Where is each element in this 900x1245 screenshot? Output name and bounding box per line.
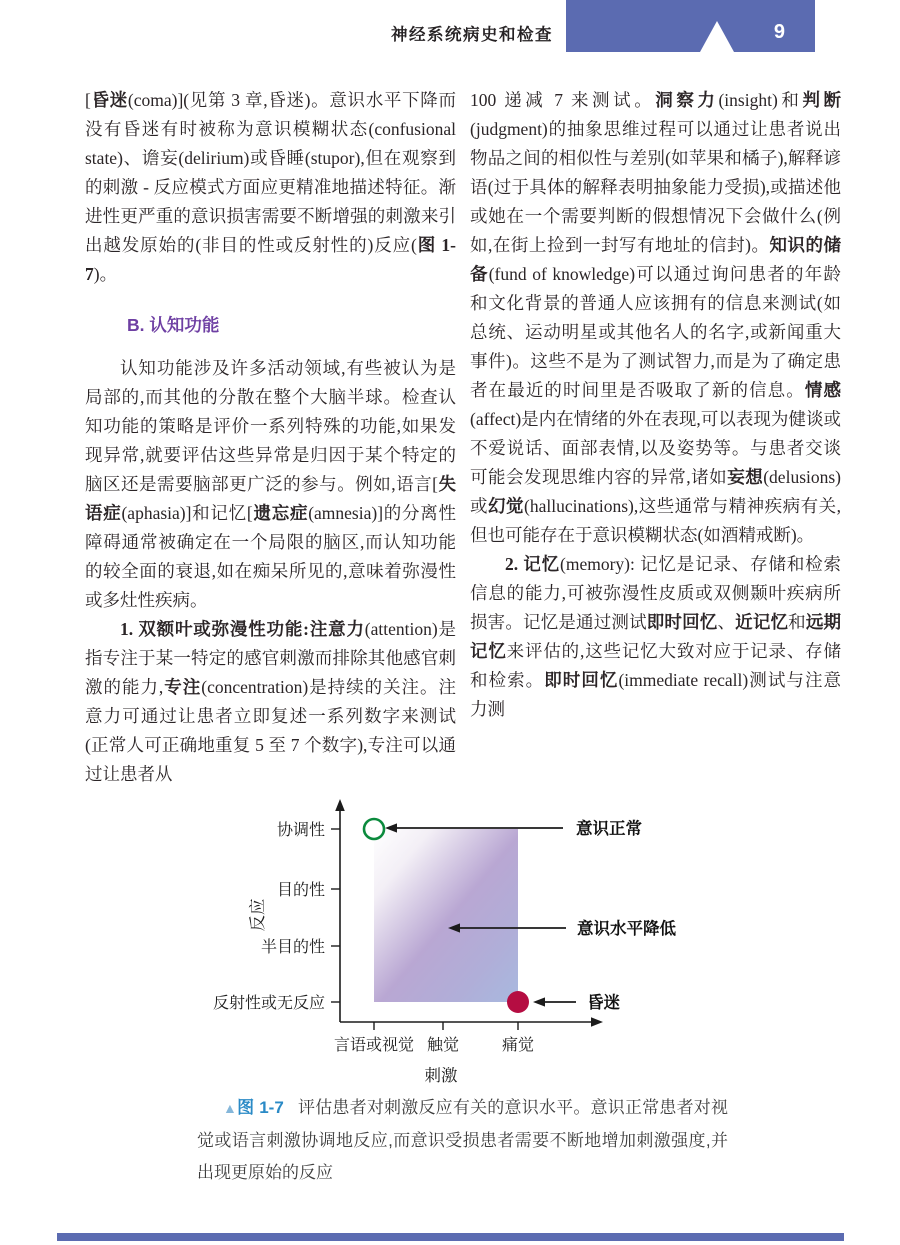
x-axis-arrow-icon (591, 1017, 603, 1027)
annotation-label-coma: 昏迷 (587, 994, 620, 1012)
body-text: (attention)是指专注于某一特定的感官刺激而排除其他感官刺激的能力, (85, 619, 457, 697)
coma-marker (507, 991, 529, 1013)
bold-term: 幻觉 (488, 496, 524, 516)
y-tick-label: 协调性 (276, 822, 325, 839)
normal-consciousness-marker (364, 819, 384, 839)
bold-term: 洞察力 (655, 90, 719, 110)
bold-term: 遗忘症 (252, 503, 309, 523)
bold-term: 失语症 (85, 474, 456, 523)
x-tick-label: 言语或视觉 (333, 1037, 415, 1054)
body-text: )。 (93, 264, 118, 284)
body-text: (judgment)的抽象思维过程可以通过让患者说出物品之间的相似性与差别(如苹果和橘子),解释谚语(过于具体的解释表明抽象能力受损),或描述他或她在一个需要判断的假想情况下会做什么(例如,在街上捡到一封写有地址的信封)。 (470, 119, 841, 255)
body-text: 、 (717, 612, 736, 632)
y-tick-label: 目的性 (276, 882, 325, 899)
caption-triangle-icon: ▲ (223, 1100, 238, 1116)
figure-1-7 (180, 792, 780, 1095)
column-left (85, 86, 456, 789)
annotation-arrow-icon (533, 997, 545, 1006)
paragraph (85, 354, 456, 615)
bold-term: 昏迷 (90, 90, 128, 110)
y-tick-label: 半目的性 (260, 939, 325, 956)
bold-term: 即时回忆 (544, 670, 619, 690)
bold-term: 专注 (163, 677, 202, 697)
page-number: 9 (773, 21, 785, 43)
caption-figure-label: 图 1-7 (237, 1098, 284, 1117)
section-heading: B. 认知功能 (127, 315, 220, 335)
figure-caption (197, 1092, 728, 1190)
running-head-title: 神经系统病史和检查 (391, 26, 553, 44)
annotation-label-normal: 意识正常 (576, 820, 642, 838)
y-tick-label: 反射性或无反应 (212, 995, 325, 1012)
body-text: (aphasia)]和记忆[ (121, 503, 253, 523)
body-text: (insight)和 (718, 90, 803, 110)
body-text: 和 (788, 612, 806, 632)
body-text: (memory): 记忆是记录、存储和检索信息的能力,可被弥漫性皮质或双侧颞叶疾病所损害。记忆是通过测试 (470, 554, 841, 632)
paragraph (470, 86, 841, 550)
body-text: (coma)](见第 3 章,昏迷)。意识水平下降而没有昏迷有时被称为意识模糊状态(confusional state)、谵妄(delirium)或昏睡(stupor),但在观察到的刺激 - 反应模式方面应更精准地描述特征。渐进性更严重的意识损害需要不断增强的刺激来引出越发原始的(非目的性或反射性的)反应( (85, 90, 456, 255)
body-text: (affect)是内在情绪的外在表现,可以表现为健谈或不爱说话、面部表情,以及姿势等。与患者交谈可能会发现思维内容的异常,诸如 (470, 409, 841, 487)
badge-notch-triangle-icon (700, 21, 734, 52)
bold-term: 知识的储备 (470, 235, 842, 284)
x-tick-label: 触觉 (426, 1037, 460, 1054)
body-text: (concentration)是持续的关注。注意力可通过让患者立即复述一系列数字来测试(正常人可正确地重复 5 至 7 个数字),专注可以通过让患者从 (85, 677, 457, 784)
paragraph (470, 550, 841, 724)
paragraph (85, 615, 456, 789)
body-text: (amnesia)]的分离性障碍通常被确定在一个局限的脑区,而认知功能的较全面的衰退,如在痴呆所见的,意味着弥漫性或多灶性疾病。 (85, 503, 456, 610)
x-tick-label: 痛觉 (501, 1037, 535, 1054)
bold-term: 图 1-7 (85, 235, 457, 284)
body-text: (fund of knowledge)可以通过询问患者的年龄和文化背景的普通人应该拥有的信息来测试(如总统、运动明星或其他名人的名字,或新闻重大事件)。这些不是为了测试智力,而是为了确定患者在最近的时间里是否吸取了新的信息。 (470, 264, 841, 400)
bold-term: 远期记忆 (470, 612, 842, 661)
bold-term: 判断 (802, 90, 842, 110)
body-text: (hallucinations),这些通常与精神疾病有关,但也可能存在于意识模糊状态(如酒精戒断)。 (470, 496, 842, 545)
page-number-badge (566, 0, 815, 52)
bold-term: 即时回忆 (646, 612, 718, 632)
bold-term: 妄想 (727, 467, 764, 487)
body-text: (immediate recall)测试与注意力测 (470, 670, 842, 719)
bold-term: 近记忆 (735, 612, 789, 632)
column-right (470, 86, 841, 724)
body-text: 来评估的,这些记忆大致对应于记录、存储和检索。 (470, 641, 842, 690)
body-text: [ (85, 90, 91, 110)
x-axis-title: 刺激 (424, 1067, 458, 1085)
y-axis-arrow-icon (335, 799, 345, 811)
bold-term: 情感 (804, 380, 842, 400)
body-text: 100 递减 7 来测试。 (470, 90, 656, 110)
body-text: 认知功能涉及许多活动领域,有些被认为是局部的,而其他的分散在整个大脑半球。检查认知功能的策略是评价一系列特殊的功能,如果发现异常,就要评估这些异常是归因于某个特定的脑区还是需要脑部更广泛的参与。例如,语言[ (85, 358, 456, 494)
y-axis-title: 反应 (249, 898, 267, 932)
body-text: (delusions)或 (470, 467, 842, 516)
paragraph (85, 86, 456, 289)
annotation-label-reduced: 意识水平降低 (577, 920, 676, 938)
consciousness-gradient-region (374, 829, 518, 1002)
bold-term: 2. 记忆 (505, 554, 561, 574)
caption-text: 评估患者对刺激反应有关的意识水平。意识正常患者对视觉或语言刺激协调地反应,而意识受损患者需要不断地增加刺激强度,并出现更原始的反应 (197, 1098, 729, 1182)
bold-term: 1. 双额叶或弥漫性功能:注意力 (120, 619, 365, 639)
footer-rule (57, 1233, 844, 1241)
